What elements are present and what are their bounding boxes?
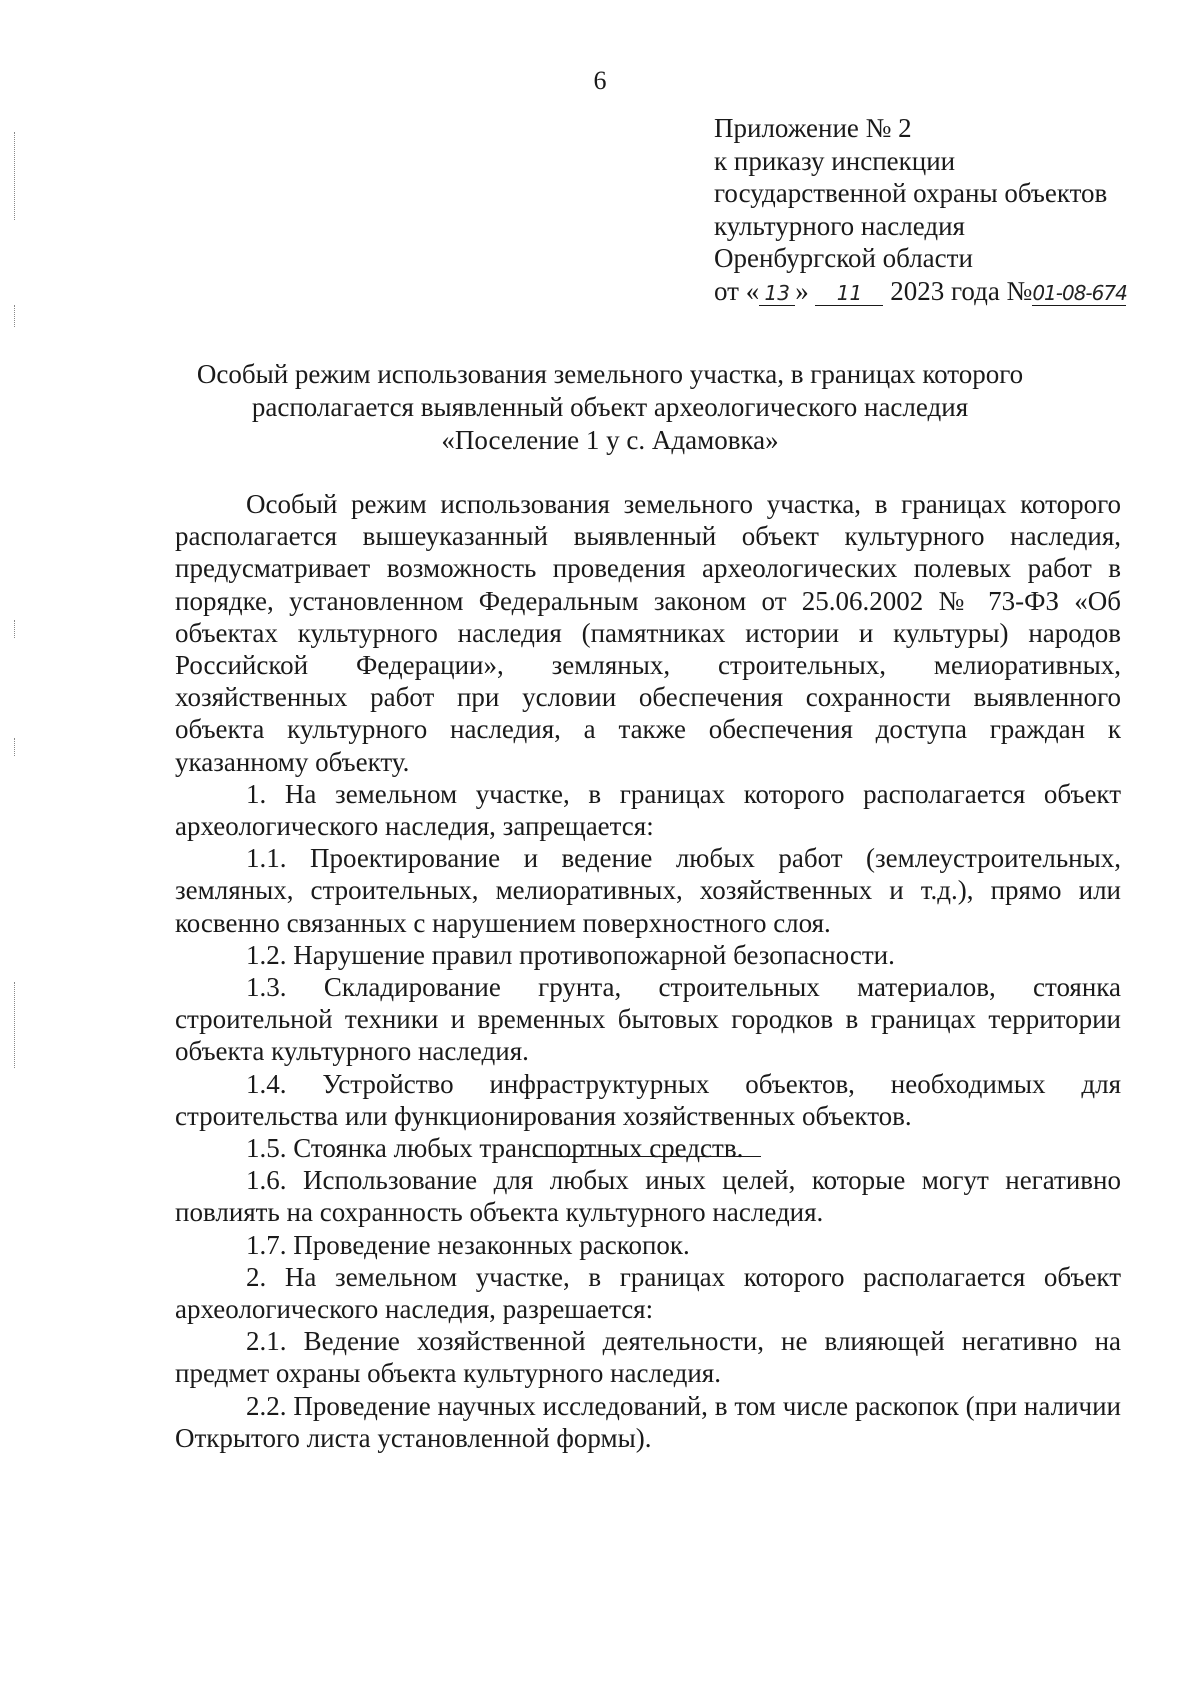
paragraph-item-1-3: 1.3. Складирование грунта, строительных материалов, стоянка строительной техники и временных бытовых городков в границах территории объекта культурного наследия. xyxy=(175,972,1121,1067)
date-prefix: от « xyxy=(714,275,760,306)
paragraph-item-2-2: 2.2. Проведение научных исследований, в том числе раскопок (при наличии Открытого листа установленной формы). xyxy=(175,1390,1121,1453)
paragraph-item-1-5: 1.5. Стоянка любых транспортных средств. xyxy=(246,1133,744,1164)
handwritten-day: 13 xyxy=(759,281,795,306)
scan-margin-mark xyxy=(14,305,15,327)
title-line: Особый режим использования земельного участка, в границах которого xyxy=(196,359,1024,389)
appendix-line: Оренбургской области xyxy=(714,243,973,273)
paragraph-item-1: 1. На земельном участке, в границах которого располагается объект археологического наследия, запрещается: xyxy=(175,778,1121,842)
handwritten-order-number: 01-08-674 xyxy=(1032,280,1127,305)
paragraph-item-1-6: 1.6. Использование для любых иных целей, которые могут негативно повлиять на сохранность объекта культурного наследия. xyxy=(175,1165,1121,1228)
appendix-line: государственной охраны объектов xyxy=(714,178,1108,208)
appendix-line: культурного наследия xyxy=(714,210,965,241)
appendix-date-line xyxy=(714,275,1126,308)
document-title xyxy=(160,358,1060,457)
paragraph-item-2: 2. На земельном участке, в границах которого располагается объект археологического наследия, разрешается: xyxy=(175,1261,1121,1325)
paragraph-intro: Особый режим использования земельного участка, в границах которого располагается вышеуказанный выявленный объект культурного наследия, предусматривает возможность проведения археологических полевых работ в порядке, установленном Федеральным законом от 25.06.2002 № 73-ФЗ «Об объектах культурного наследия (памятниках истории и культуры) народов Российской Федерации», земляных, строительных, мелиоративных, хозяйственных работ при условии обеспечения сохранности выявленного объекта культурного наследия, а также обеспечения доступа граждан к указанному объекту. xyxy=(175,489,1121,777)
paragraph-item-1-7: 1.7. Проведение незаконных раскопок. xyxy=(246,1229,690,1260)
scan-margin-mark xyxy=(14,738,15,756)
scan-margin-mark xyxy=(14,982,15,1068)
paragraph-item-2-1: 2.1. Ведение хозяйственной деятельности, не влияющей негативно на предмет охраны объекта культурного наследия. xyxy=(175,1326,1121,1389)
title-line: «Поселение 1 у с. Адамовка» xyxy=(441,425,779,455)
date-mid: » xyxy=(795,275,809,306)
date-year: 2023 года № xyxy=(890,275,1033,306)
end-divider-line xyxy=(533,1156,761,1157)
handwritten-month: 11 xyxy=(815,281,883,306)
scan-margin-mark xyxy=(14,620,15,638)
paragraph-item-1-4: 1.4. Устройство инфраструктурных объектов, необходимых для строительства или функционирования хозяйственных объектов. xyxy=(175,1068,1121,1131)
scan-margin-mark xyxy=(14,132,15,220)
page-number: 6 xyxy=(593,66,607,95)
document-body xyxy=(175,488,1121,1454)
appendix-line: Приложение № 2 xyxy=(714,113,912,143)
title-line: располагается выявленный объект археологического наследия xyxy=(251,392,969,422)
paragraph-item-1-2: 1.2. Нарушение правил противопожарной безопасности. xyxy=(246,939,895,970)
appendix-header xyxy=(714,112,1126,307)
appendix-line: к приказу инспекции xyxy=(714,145,956,176)
paragraph-item-1-1: 1.1. Проектирование и ведение любых работ (землеустроительных, земляных, строительных, мелиоративных, хозяйственных и т.д.), прямо или косвенно связанных с нарушением поверхностного слоя. xyxy=(175,843,1121,938)
